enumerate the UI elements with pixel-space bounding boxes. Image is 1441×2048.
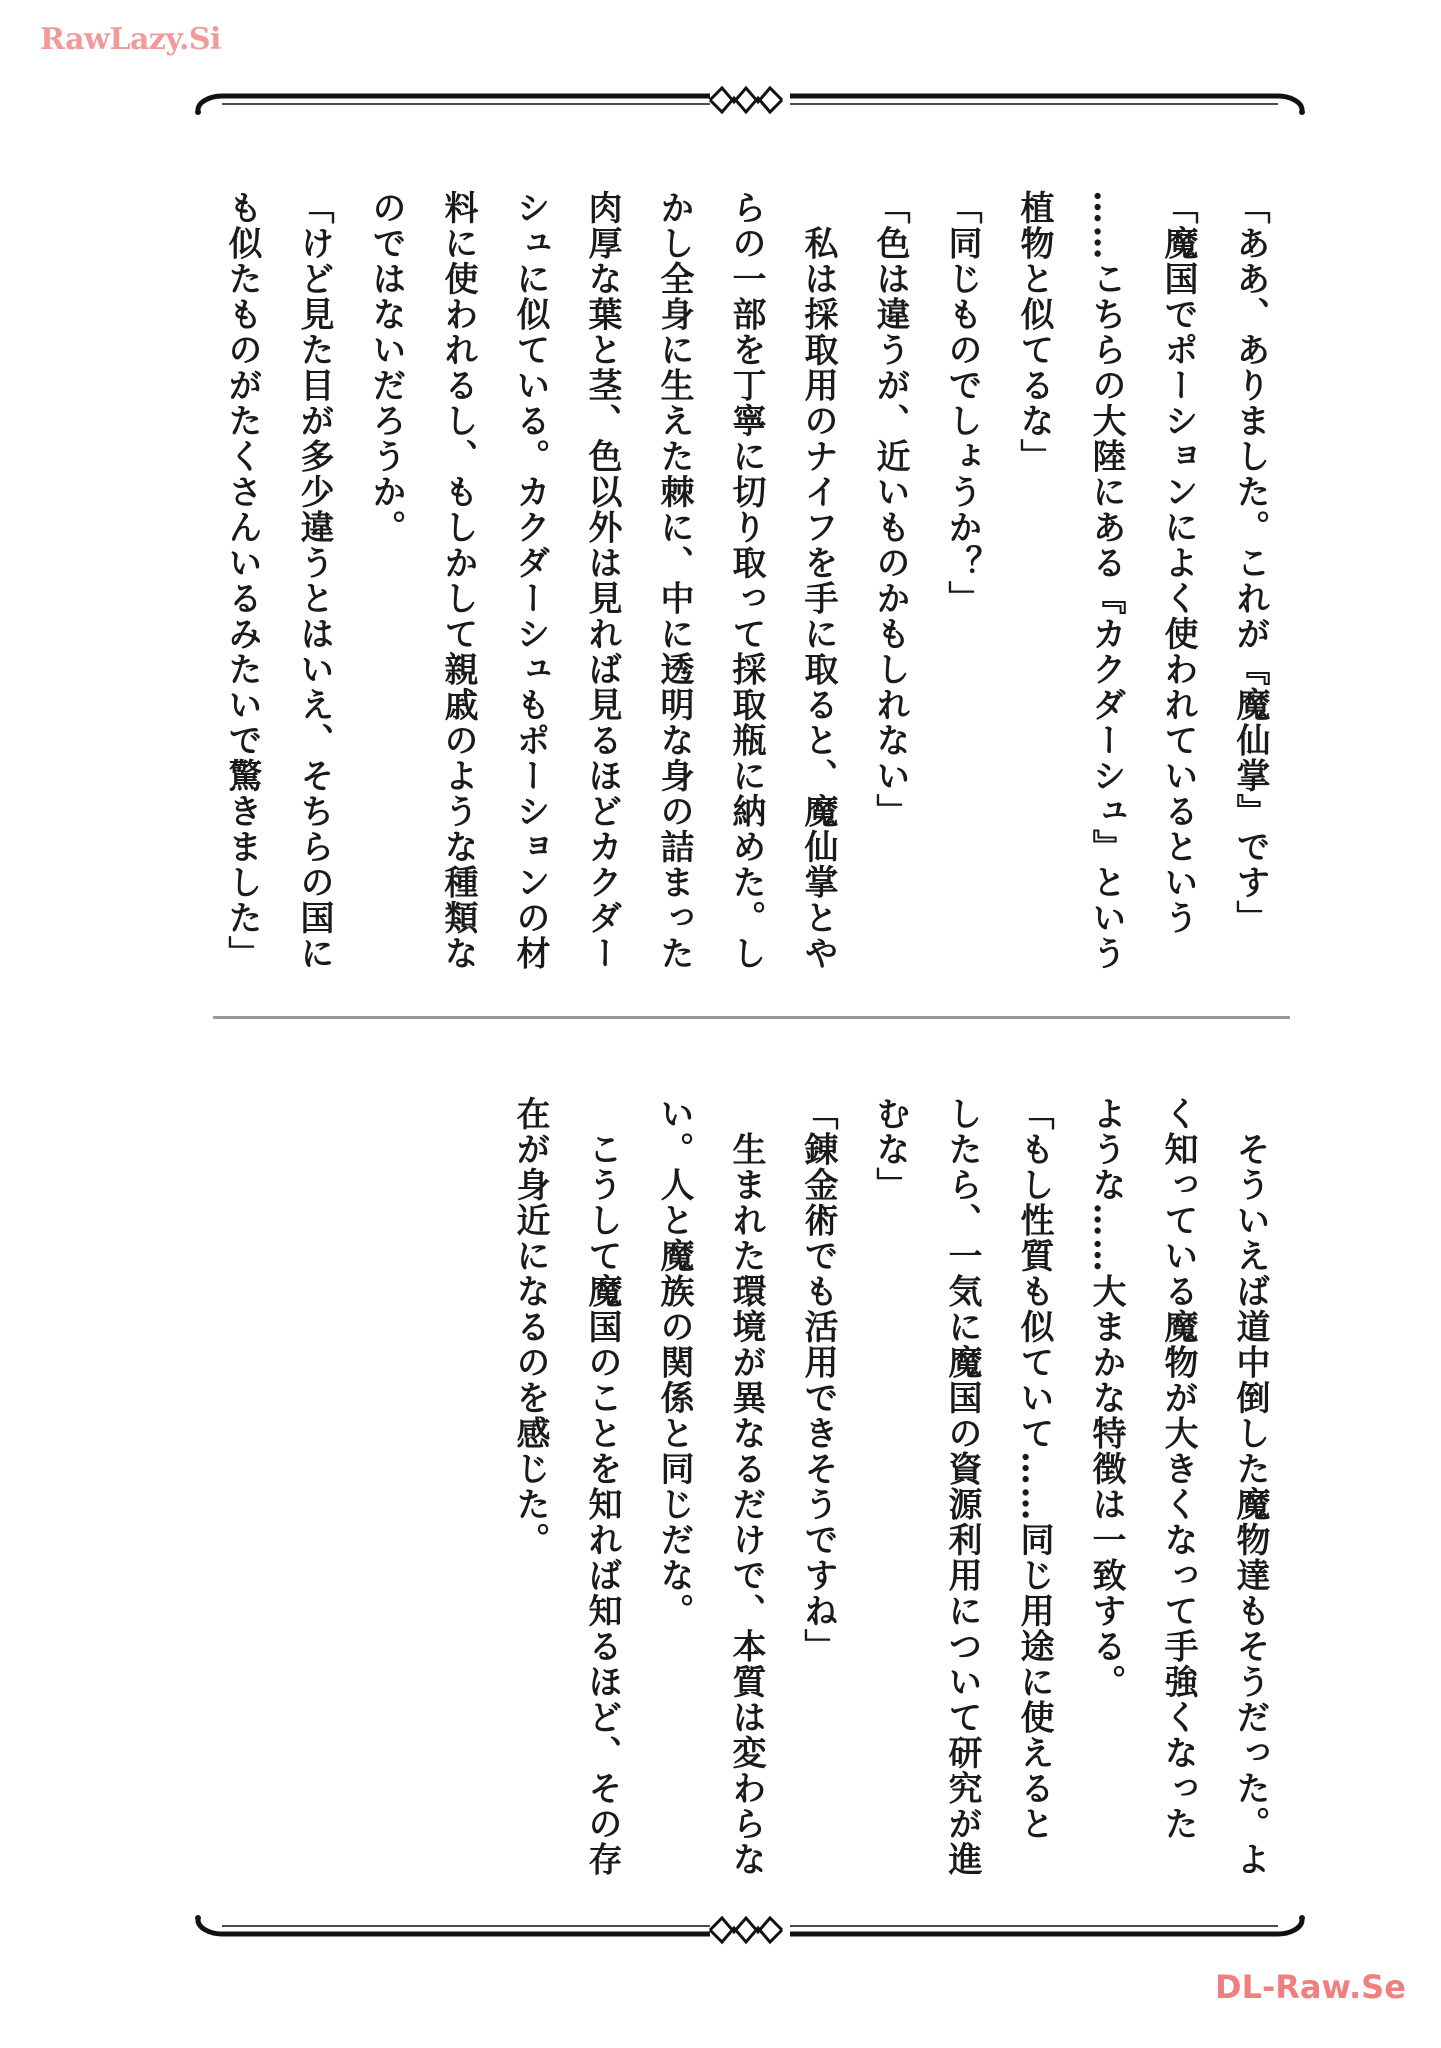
text-line: 「けど見た目が多少違うとはいえ、そちらの国に (294, 190, 334, 971)
text-line: 在が身近になるのを感じた。 (510, 1096, 550, 1558)
text-line: したら、一気に魔国の資源利用について研究が進 (942, 1096, 982, 1877)
text-line: 「ああ、ありました。これが『魔仙掌』です」 (1230, 190, 1270, 936)
text-line: も似たものがたくさんいるみたいで驚きました」 (222, 190, 262, 971)
text-line: ……こちらの大陸にある『カクダーシュ』という (1086, 190, 1126, 971)
text-line: い。人と魔族の関係と同じだな。 (654, 1096, 694, 1629)
text-line: 料に使われるし、もしかして親戚のような種類な (438, 190, 478, 971)
text-line: むな」 (870, 1096, 910, 1203)
text-line: 植物と似てるな」 (1014, 190, 1054, 474)
text-line: 「錬金術でも活用できそうですね」 (798, 1096, 838, 1664)
text-line: 「色は違うが、近いものかもしれない」 (870, 190, 910, 829)
ornament-rule-bottom (190, 1908, 1310, 1948)
ornament-rule-top (190, 82, 1310, 122)
section-divider (213, 1016, 1290, 1019)
text-line: 私は採取用のナイフを手に取ると、魔仙掌とや (798, 190, 838, 971)
watermark-top: RawLazy.Si (40, 22, 221, 57)
text-line: こうして魔国のことを知れば知るほど、その存 (582, 1096, 622, 1877)
text-line: 「もし性質も似ていて……同じ用途に使えると (1014, 1096, 1054, 1842)
text-section-bottom (494, 1096, 1286, 1896)
text-line: シュに似ている。カクダーシュもポーションの材 (510, 190, 550, 971)
text-line: く知っている魔物が大きくなって手強くなった (1158, 1096, 1198, 1842)
text-line: のではないだろうか。 (366, 190, 406, 545)
text-line: らの一部を丁寧に切り取って採取瓶に納めた。し (726, 190, 766, 971)
text-line: 「同じものでしょうか？」 (942, 190, 982, 616)
text-line: 「魔国でポーションによく使われているという (1158, 190, 1198, 936)
text-line: 肉厚な葉と茎、色以外は見れば見るほどカクダー (582, 190, 622, 971)
watermark-bottom: DL-Raw.Se (1215, 1968, 1406, 2006)
text-line: ような……大まかな特徴は一致する。 (1086, 1096, 1126, 1700)
text-section-top (206, 190, 1286, 990)
text-line: 生まれた環境が異なるだけで、本質は変わらな (726, 1096, 766, 1877)
text-line: かし全身に生えた棘に、中に透明な身の詰まった (654, 190, 694, 971)
text-line: そういえば道中倒した魔物達もそうだった。よ (1230, 1096, 1270, 1877)
